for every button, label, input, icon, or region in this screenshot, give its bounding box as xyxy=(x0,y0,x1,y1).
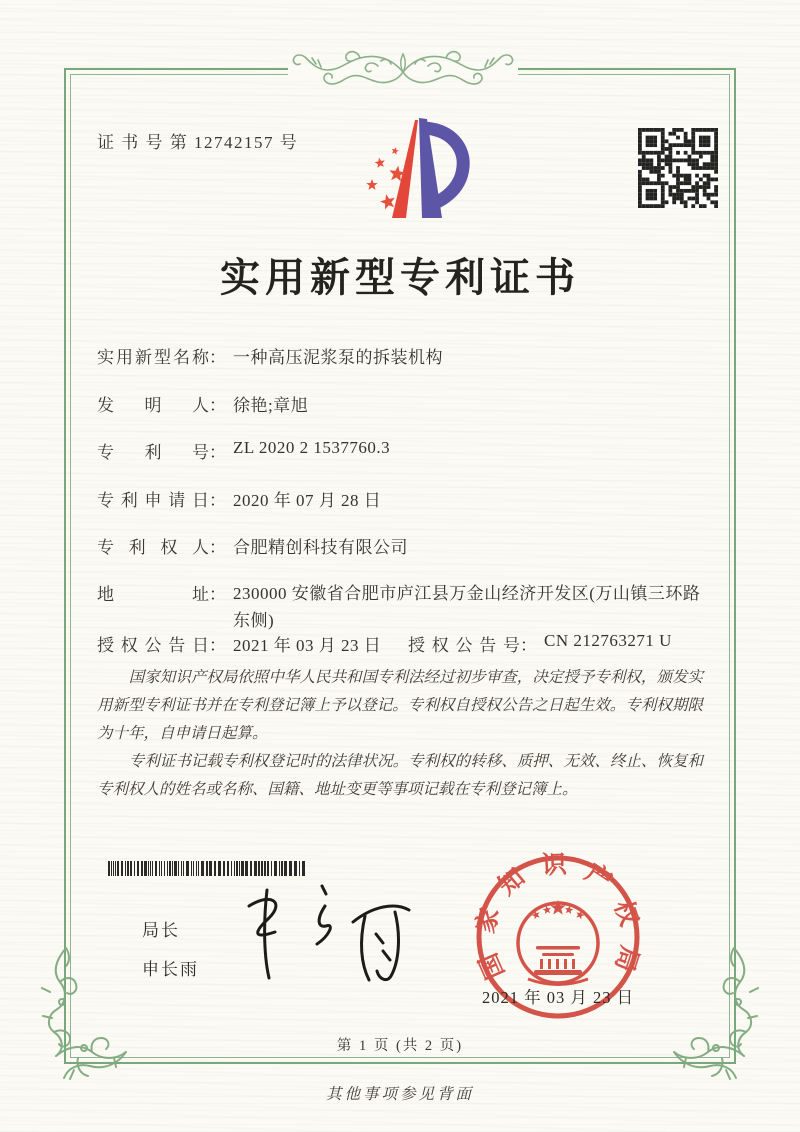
seal-date: 2021 年 03 月 23 日 xyxy=(481,988,635,1007)
field-label: 实用新型名称 xyxy=(97,348,209,367)
field-row-patentee xyxy=(97,533,737,558)
bottom-left-flourish-icon xyxy=(26,946,138,1088)
field-label: 专利权人 xyxy=(97,538,209,557)
bottom-right-flourish-icon xyxy=(662,946,774,1088)
director-handwritten-signature xyxy=(225,876,420,994)
field-value: 2021 年 03 月 23 日 xyxy=(233,636,382,655)
field-value: 合肥精创科技有限公司 xyxy=(233,538,408,557)
legal-paragraph: 专利证书记载专利权登记时的法律状况。专利权的转移、质押、无效、终止、恢复和专利权人的姓名或名称、国籍、地址变更等事项记载在专利登记簿上。 xyxy=(97,753,703,798)
director-title: 局长 xyxy=(142,921,180,940)
page-indicator: 第 1 页 (共 2 页) xyxy=(336,1038,464,1054)
certificate-title: 实用新型专利证书 xyxy=(220,255,580,300)
seal-text: 国家知识产权局 xyxy=(472,851,643,983)
field-row-grant xyxy=(97,631,737,656)
field-colon: ： xyxy=(209,491,226,510)
cnipa-logo-icon xyxy=(343,116,475,222)
field-colon: ： xyxy=(209,636,226,655)
field-colon: ： xyxy=(520,636,537,655)
qr-code-icon xyxy=(638,128,718,208)
field-label: 专利申请日 xyxy=(97,491,209,510)
field-row-filing-date xyxy=(97,486,737,511)
back-note: 其他事项参见背面 xyxy=(325,1086,474,1103)
field-row-patent-no xyxy=(97,438,737,463)
legal-text xyxy=(97,664,703,804)
field-value: 一种高压泥浆泵的拆装机构 xyxy=(233,348,443,367)
field-row-name xyxy=(97,343,737,368)
field-label: 专利号 xyxy=(97,443,209,462)
field-colon: ： xyxy=(209,443,226,462)
field-colon: ： xyxy=(209,538,226,557)
field-label: 地址 xyxy=(97,585,209,604)
field-label: 授权公告号 xyxy=(408,636,520,655)
field-colon: ： xyxy=(209,396,226,415)
barcode-icon xyxy=(108,861,306,876)
field-row-inventor xyxy=(97,391,737,416)
field-value: CN 212763271 U xyxy=(544,631,672,650)
field-value: 230000 安徽省合肥市庐江县万金山经济开发区(万山镇三环路东侧) xyxy=(233,584,701,630)
field-value: 2020 年 07 月 28 日 xyxy=(233,491,382,510)
field-label: 授权公告日 xyxy=(97,636,209,655)
top-border-ornament-icon xyxy=(288,46,518,90)
field-value: 徐艳;章旭 xyxy=(233,396,309,415)
certificate-number: 证 书 号 第 12742157 号 xyxy=(97,133,299,152)
legal-paragraph: 国家知识产权局依照中华人民共和国专利法经过初步审查，决定授予专利权，颁发实用新型专利证书并在专利登记簿上予以登记。专利权自授权公告之日起生效。专利权期限为十年，自申请日起算。 xyxy=(97,669,703,742)
field-value: ZL 2020 2 1537760.3 xyxy=(233,438,391,457)
national-emblem-icon xyxy=(518,900,598,985)
field-group-grant-number xyxy=(408,631,672,656)
field-row-address xyxy=(97,580,737,634)
field-colon: ： xyxy=(209,585,226,604)
director-name: 申长雨 xyxy=(142,960,199,979)
field-label: 发明人 xyxy=(97,396,209,415)
field-colon: ： xyxy=(209,348,226,367)
